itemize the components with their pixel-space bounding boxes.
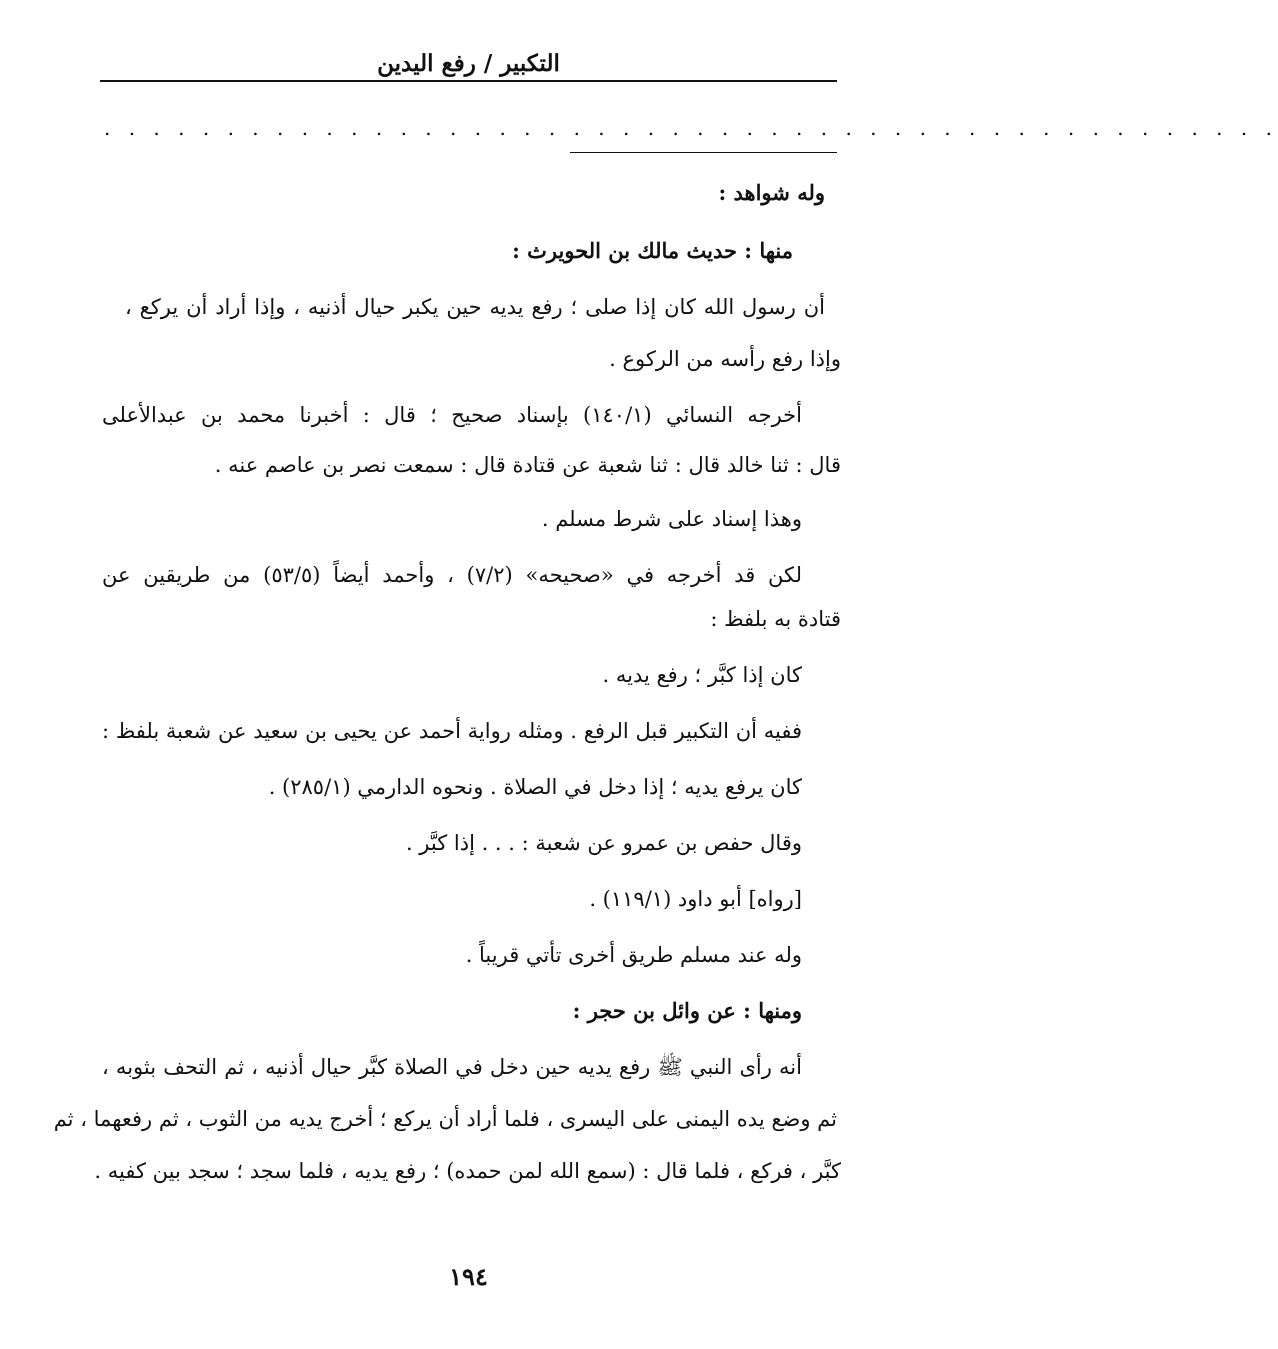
text-line-8: لكن قد أخرجه في «صحيحه» (٧/٢) ، وأحمد أيضاً (٥٣/٥) من طريقين عن	[102, 563, 802, 587]
text-line-2: منها : حديث مالك بن الحويرث :	[512, 238, 793, 263]
text-line-18: ثم وضع يده اليمنى على اليسرى ، فلما أراد أن يركع ؛ أخرج يديه من الثوب ، ثم رفعهما ، ثم	[53, 1107, 837, 1131]
text-line-19: كبَّر ، فركع ، فلما قال : (سمع الله لمن حمده) ؛ رفع يديه ، فلما سجد ؛ سجد بين كفيه .	[94, 1159, 841, 1183]
page-number: ١٩٤	[449, 1262, 488, 1291]
text-line-17: أنه رأى النبي ﷺ رفع يديه حين دخل في الصلاة كبَّر حيال أذنيه ، ثم التحف بثوبه ،	[102, 1055, 802, 1079]
section-rule	[570, 152, 837, 153]
text-line-3: أن رسول الله كان إذا صلى ؛ رفع يديه حين يكبر حيال أذنيه ، وإذا أراد أن يركع ،	[125, 295, 825, 319]
text-line-4: وإذا رفع رأسه من الركوع .	[609, 347, 841, 371]
text-line-10: كان إذا كبَّر ؛ رفع يديه .	[602, 663, 802, 687]
text-line-15: وله عند مسلم طريق أخرى تأتي قريباً .	[465, 943, 802, 967]
header-rule	[100, 80, 837, 82]
text-line-1: وله شواهد :	[718, 180, 825, 205]
text-line-9: قتادة به بلفظ :	[710, 607, 841, 631]
text-line-13: وقال حفص بن عمرو عن شعبة : . . . إذا كبَّر .	[405, 831, 802, 855]
text-line-11: ففيه أن التكبير قبل الرفع . ومثله رواية أحمد عن يحيى بن سعيد عن شعبة بلفظ :	[102, 719, 802, 743]
text-line-14: [رواه] أبو داود (١١٩/١) .	[589, 887, 802, 911]
running-header-title: التكبير / رفع اليدين	[377, 50, 560, 77]
text-line-6: قال : ثنا خالد قال : ثنا شعبة عن قتادة قال : سمعت نصر بن عاصم عنه .	[214, 453, 841, 477]
text-line-5: أخرجه النسائي (١٤٠/١) بإسناد صحيح ؛ قال : أخبرنا محمد بن عبدالأعلى	[102, 403, 802, 427]
dotted-separator: . . . . . . . . . . . . . . . . . . . . . . . . . . . . . . . . . . . . . . . . . . . . . . . .	[104, 116, 1278, 140]
text-line-12: كان يرفع يديه ؛ إذا دخل في الصلاة . ونحوه الدارمي (٢٨٥/١) .	[268, 775, 802, 799]
text-line-16: ومنها : عن وائل بن حجر :	[572, 998, 802, 1023]
text-line-7: وهذا إسناد على شرط مسلم .	[541, 507, 802, 531]
